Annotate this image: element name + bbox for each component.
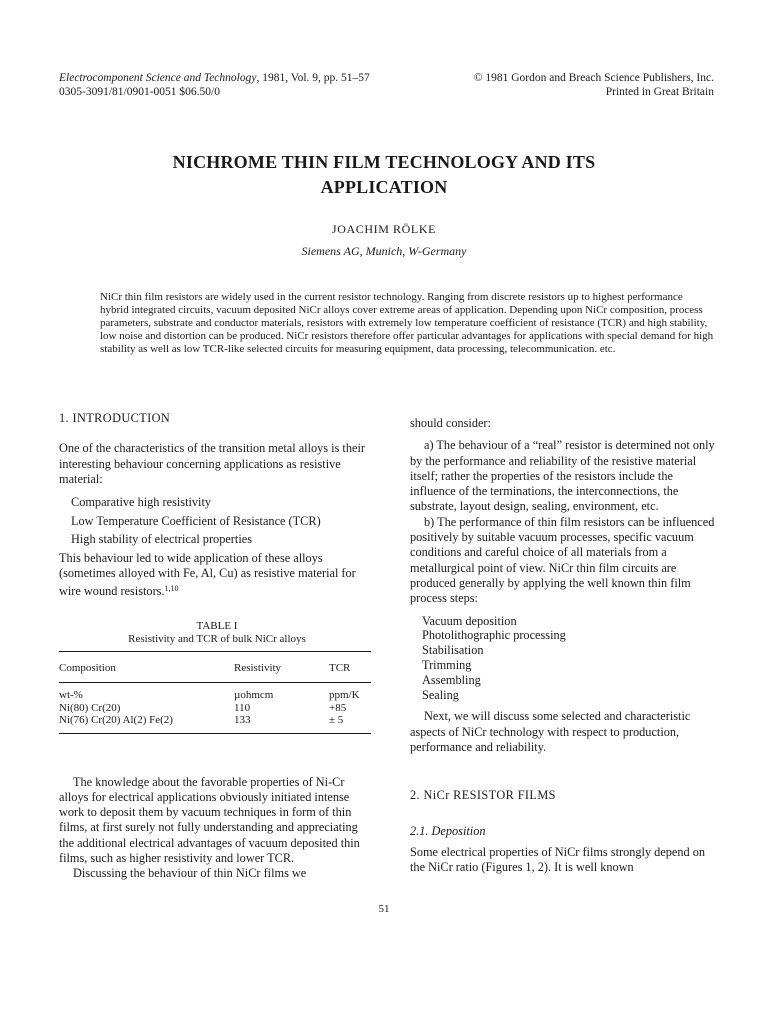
section-1-heading: 1. INTRODUCTION bbox=[59, 411, 171, 425]
page-number: 51 bbox=[378, 903, 390, 915]
table-cell: wt-% bbox=[59, 689, 83, 702]
table-row bbox=[59, 702, 371, 715]
list-item: Assembling bbox=[422, 672, 481, 687]
table-cell: ppm/K bbox=[329, 689, 360, 702]
list-item: Photolithographic processing bbox=[422, 628, 566, 643]
list-item: Comparative high resistivity bbox=[71, 495, 212, 510]
copyright-line: © 1981 Gordon and Breach Science Publishers, Inc. bbox=[473, 72, 714, 84]
reference-superscript: 1,10 bbox=[164, 584, 179, 594]
wire-wound-paragraph bbox=[59, 551, 375, 600]
table-header-row bbox=[59, 656, 371, 683]
section-2-heading: 2. NiCr RESISTOR FILMS bbox=[410, 788, 556, 803]
deposition-paragraph: Some electrical properties of NiCr films strongly depend on the NiCr ratio (Figures 1, 2). It is well known bbox=[410, 844, 706, 875]
table-header-cell: Resistivity bbox=[234, 661, 282, 674]
table-cell: 133 bbox=[234, 714, 251, 727]
author-name: JOACHIM RÖLKE bbox=[331, 222, 437, 236]
table-cell: Ni(80) Cr(20) bbox=[59, 701, 121, 714]
paper-title bbox=[0, 150, 768, 200]
process-steps-list bbox=[410, 614, 718, 703]
printed-line: Printed in Great Britain bbox=[605, 86, 714, 98]
table-cell: 110 bbox=[234, 701, 251, 714]
table-bottom-rule bbox=[59, 733, 371, 734]
article-code: 0305-3091/81/0901-0051 $06.50/0 bbox=[59, 86, 220, 98]
paragraph-b: b) The performance of thin film resistors can be influenced positively by suitable vacuum processes, specific vacuum conditions and careful choice of all materials from a metallurgical point of view. NiCr thin film circuits are produced generally by applying the well known thin film process steps: bbox=[410, 514, 715, 606]
paragraph-a: a) The behaviour of a “real” resistor is determined not only by the performance and reliability of the resistive material itself; rather the properties of the resistors include the influence of the terminations, the interconnections, the substrate, layout design, sealing, environment, etc. bbox=[410, 438, 715, 514]
journal-volume: , 1981, Vol. 9, pp. 51–57 bbox=[256, 72, 370, 84]
table-header-cell: Composition bbox=[59, 661, 116, 674]
list-item: Vacuum deposition bbox=[422, 613, 517, 628]
properties-list bbox=[59, 493, 375, 549]
table-cell: +85 bbox=[329, 701, 347, 714]
wire-wound-text: This behaviour led to wide application of these alloys (sometimes alloyed with Fe, Al, Cu) as resistive material for wire wound resistors. bbox=[59, 550, 356, 599]
table-body bbox=[59, 656, 371, 733]
list-item: High stability of electrical properties bbox=[71, 532, 252, 547]
author-affiliation: Siemens AG, Munich, W-Germany bbox=[301, 244, 467, 258]
next-paragraph: Next, we will discuss some selected and characteristic aspects of NiCr technology with respect to production, performance and reliability. bbox=[410, 709, 691, 754]
list-item: Stabilisation bbox=[422, 643, 484, 658]
intro-paragraph: One of the characteristics of the transition metal alloys is their interesting behaviour concerning applications as resistive material: bbox=[59, 441, 365, 486]
table-row bbox=[59, 683, 371, 702]
table-row bbox=[59, 714, 371, 733]
table-header-cell: TCR bbox=[329, 661, 351, 674]
title-line-1: NICHROME THIN FILM TECHNOLOGY AND ITS bbox=[172, 152, 596, 172]
journal-name: Electrocomponent Science and Technology bbox=[59, 72, 257, 84]
table-caption: Resistivity and TCR of bulk NiCr alloys bbox=[128, 632, 306, 645]
title-line-2: APPLICATION bbox=[320, 177, 448, 197]
table-cell: ± 5 bbox=[329, 714, 344, 727]
knowledge-paragraph: The knowledge about the favorable properties of Ni-Cr alloys for electrical applications obviously initiated intense work to deposit them by vacuum techniques in form of thin films, at first surely not fully understanding and appreciating the additional electrical advantages of vacuum deposited thin films, such as higher resistivity and lower TCR. bbox=[59, 774, 360, 866]
subsection-heading: 2.1. Deposition bbox=[410, 823, 486, 838]
list-item: Low Temperature Coefficient of Resistance (TCR) bbox=[71, 513, 321, 528]
right-column bbox=[410, 416, 718, 875]
table-top-rule bbox=[59, 651, 371, 652]
discussing-paragraph: Discussing the behaviour of thin NiCr films we bbox=[73, 866, 307, 881]
list-item: Sealing bbox=[422, 687, 459, 702]
table-cell: µohmcm bbox=[234, 689, 274, 702]
table-cell: Ni(76) Cr(20) Al(2) Fe(2) bbox=[59, 714, 173, 727]
table-1 bbox=[59, 620, 375, 734]
left-column bbox=[59, 411, 375, 882]
list-item: Trimming bbox=[422, 657, 472, 672]
continuation-line: should consider: bbox=[410, 416, 491, 430]
abstract: NiCr thin film resistors are widely used in the current resistor technology. Ranging from discrete resistors up to highest performance hybrid integrated circuits, vacuum deposited NiCr alloys cover extreme areas of application. Depending upon NiCr composition, process parameters, substrate and conductor materials, resistors with extremely low temperature coefficient of resistance (TCR) and high stability, low noise and distortion can be produced. NiCr resistors therefore offer particular advantages for applications with special demand for high stability as well as low TCR-like selected circuits for measuring equipment, data processing, telecommunication. etc. bbox=[100, 291, 714, 355]
publisher-info bbox=[474, 71, 714, 99]
journal-citation bbox=[59, 71, 370, 99]
table-label: TABLE I bbox=[196, 619, 238, 632]
